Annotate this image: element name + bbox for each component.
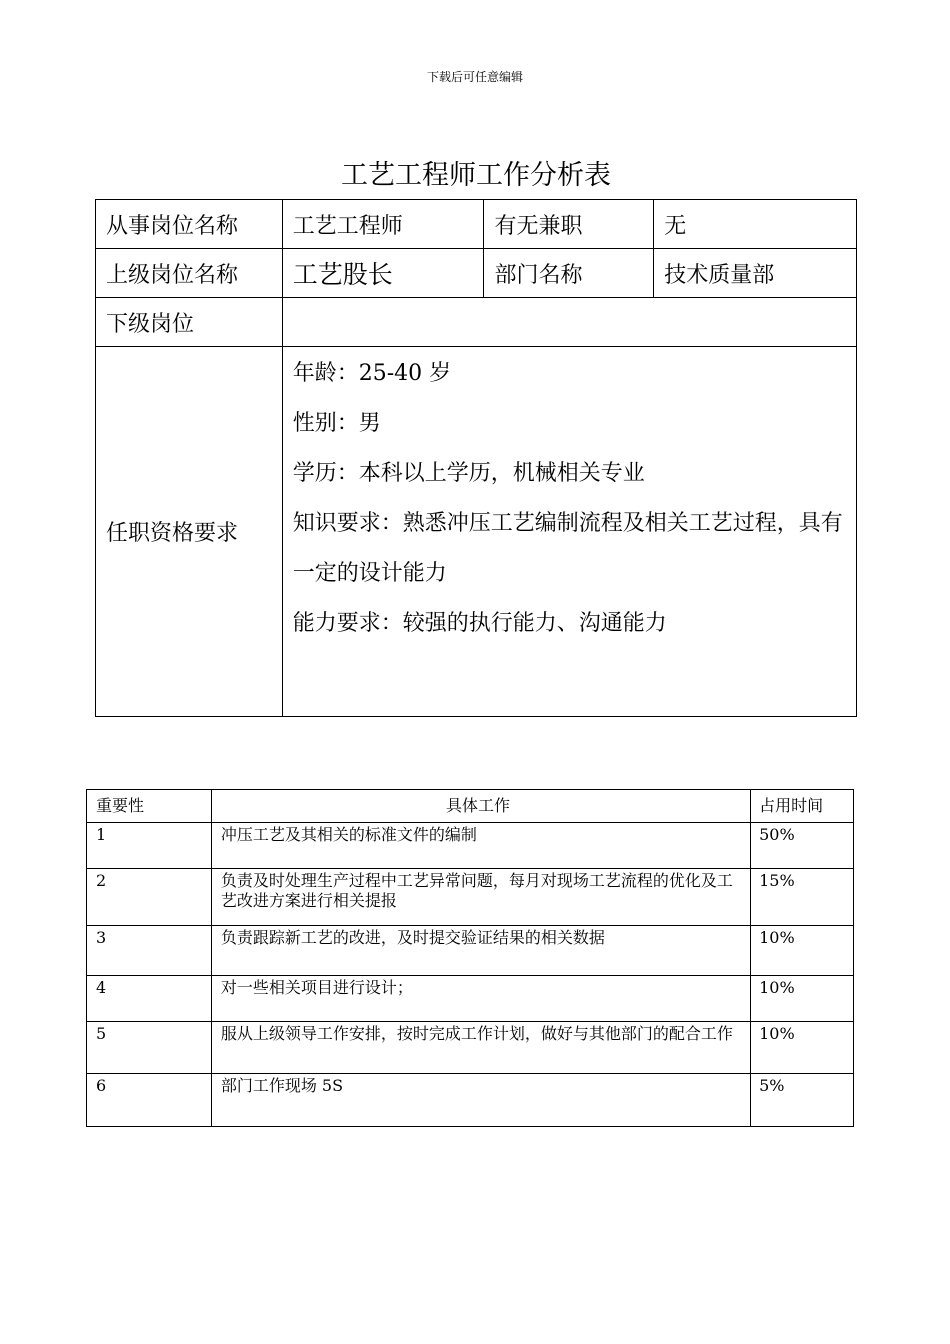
duty-task: 负责跟踪新工艺的改进，及时提交验证结果的相关数据: [211, 926, 750, 976]
duty-rank: 1: [87, 823, 212, 869]
duty-task: 部门工作现场 5S: [211, 1074, 750, 1127]
duty-time: 5%: [751, 1074, 854, 1127]
job-info-table: [95, 199, 857, 717]
superior-value: 工艺股长: [282, 249, 484, 298]
header-note: 下载后可任意编辑: [426, 70, 523, 84]
duty-rank: 2: [87, 869, 212, 926]
subordinate-value: [282, 298, 856, 347]
duty-time: 15%: [751, 869, 854, 926]
concurrent-label: 有无兼职: [484, 200, 654, 249]
duty-task: 服从上级领导工作安排，按时完成工作计划，做好与其他部门的配合工作: [211, 1022, 750, 1074]
page-title: 工艺工程师工作分析表: [341, 160, 611, 191]
column-header-importance: 重要性: [87, 790, 212, 823]
qualification-gender: 性别：男: [292, 411, 381, 436]
table-row: [87, 926, 854, 976]
qualification-education: 学历：本科以上学历，机械相关专业: [292, 461, 645, 486]
table-row: [87, 1022, 854, 1074]
column-header-time: 占用时间: [751, 790, 854, 823]
subordinate-label: 下级岗位: [96, 298, 283, 347]
qualification-ability: 能力要求：较强的执行能力、沟通能力: [292, 611, 667, 636]
table-row: [87, 1074, 854, 1127]
table-row: [96, 298, 857, 347]
duty-time: 50%: [751, 823, 854, 869]
table-row: [96, 347, 857, 717]
superior-label: 上级岗位名称: [96, 249, 283, 298]
department-label: 部门名称: [484, 249, 654, 298]
duty-rank: 4: [87, 976, 212, 1022]
duty-task: 对一些相关项目进行设计；: [211, 976, 750, 1022]
duty-rank: 5: [87, 1022, 212, 1074]
duty-task: 冲压工艺及其相关的标准文件的编制: [211, 823, 750, 869]
qualification-age: 年龄：25-40 岁: [292, 361, 452, 386]
duty-time: 10%: [751, 1022, 854, 1074]
qualification-list: [282, 347, 856, 717]
table-row: [87, 823, 854, 869]
table-row: [96, 249, 857, 298]
duty-time: 10%: [751, 926, 854, 976]
table-row: [96, 200, 857, 249]
concurrent-value: 无: [654, 200, 857, 249]
position-value: 工艺工程师: [282, 200, 484, 249]
duty-rank: 6: [87, 1074, 212, 1127]
duty-table: [86, 789, 854, 1127]
qualification-label: 任职资格要求: [96, 347, 283, 717]
table-header-row: [87, 790, 854, 823]
table-row: [87, 976, 854, 1022]
duty-rank: 3: [87, 926, 212, 976]
duty-time: 10%: [751, 976, 854, 1022]
table-row: [87, 869, 854, 926]
column-header-task: 具体工作: [211, 790, 750, 823]
position-label: 从事岗位名称: [96, 200, 283, 249]
qualification-knowledge: 知识要求：熟悉冲压工艺编制流程及相关工艺过程，具有一定的设计能力: [292, 511, 843, 586]
department-value: 技术质量部: [654, 249, 857, 298]
duty-task: 负责及时处理生产过程中工艺异常问题，每月对现场工艺流程的优化及工艺改进方案进行相关提报: [211, 869, 750, 926]
